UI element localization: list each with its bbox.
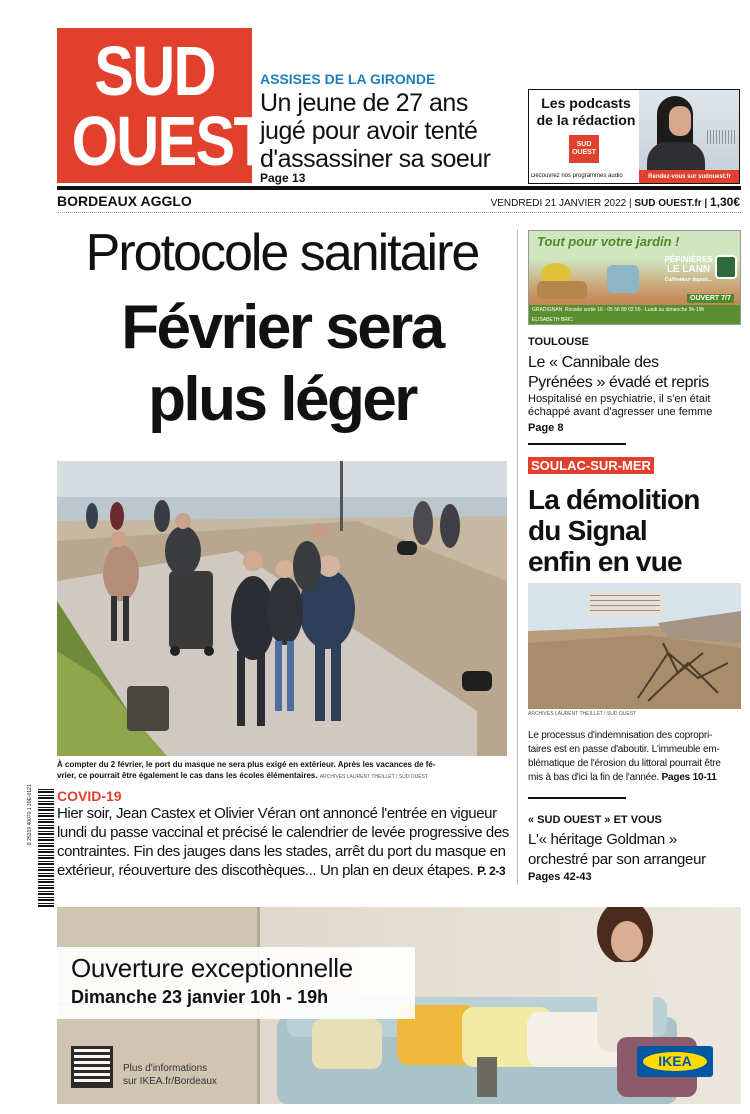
toulouse-headline-line: Pyrénées » évadé et repris (528, 374, 709, 391)
podcast-woman-body (647, 142, 705, 170)
covid-line: contraintes. Fin des jauges dans les stades, arrêt du port du masque en (57, 843, 506, 860)
main-headline-line: Février sera (121, 293, 443, 362)
flower-pots (537, 259, 647, 301)
ikea-info-line: sur IKEA.fr/Bordeaux (123, 1076, 217, 1087)
toulouse-rubric: TOULOUSE (528, 336, 589, 348)
ikea-subtitle: Dimanche 23 janvier 10h - 19h (71, 987, 329, 1007)
toulouse-page: Page 8 (528, 422, 564, 434)
podcast-footer-right[interactable]: Rendez-vous sur sudouest.fr (639, 170, 740, 184)
barcode (38, 789, 54, 907)
signal-photo (528, 583, 741, 709)
main-headline[interactable] (57, 292, 507, 436)
basket-icon (537, 281, 587, 299)
soulac-body (528, 729, 743, 785)
lead-rubric: ASSISES DE LA GIRONDE (260, 71, 436, 87)
lead-headline-line: Un jeune de 27 ans (260, 89, 468, 117)
soulac-headline-line: du Signal (528, 515, 647, 546)
toulouse-headline-line: Le « Cannibale des (528, 354, 659, 371)
podcast-mini-logo (569, 135, 599, 163)
ikea-info-line: Plus d'informations (123, 1063, 208, 1074)
garden-footer-address: Rocade sortie 16 - 05 56 89 02 56 - Lundi au dimanche 9h-19h (565, 307, 705, 313)
caption-line-2: vrier, ce pourrait être également le cas dans les écoles élémentaires. (57, 771, 318, 780)
podcast-logo-line: SUD (576, 141, 592, 148)
goldman-rubric: « SUD OUEST » ET VOUS (528, 814, 662, 826)
ikea-logo (637, 1046, 713, 1077)
soulac-body-line: Le processus d'indemnisation des copropri- (528, 730, 713, 741)
ikea-ad[interactable] (57, 907, 741, 1104)
podcast-title-line: Les podcasts (541, 95, 631, 111)
toulouse-summary-line: échappé avant d'agresser une femme (528, 406, 713, 418)
covid-body[interactable] (57, 804, 507, 881)
qr-code-icon[interactable] (71, 1046, 113, 1088)
main-headline-line: plus léger (148, 365, 416, 434)
podcast-title-line: de la rédaction (536, 112, 636, 128)
covid-line (57, 861, 507, 881)
lead-headline-line: jugé pour avoir tenté (260, 117, 478, 145)
covid-line: Hier soir, Jean Castex et Olivier Véran ont annoncé l'entrée en vigueur (57, 805, 497, 822)
barcode-text: 8 25319 40070 1 30E-0121 (27, 784, 33, 845)
garden-footer-city: GRADIGNAN (532, 307, 563, 313)
soulac-body-line: blématique de l'érosion du littoral pourrait être (528, 758, 721, 769)
photo-credit: ARCHIVES LAURENT THEILLET / SUD OUEST (319, 774, 428, 780)
soulac-headline[interactable] (528, 484, 743, 577)
edition-section: BORDEAUX AGGLO (57, 193, 192, 209)
soulac-body-line (528, 771, 743, 785)
signal-credit: ARCHIVES LAURENT THEILLET / SUD OUEST (528, 711, 637, 717)
toulouse-divider (528, 443, 626, 445)
garden-brand-line-2: LE LANN (666, 264, 711, 275)
podcast-logo-line: OUEST (571, 149, 597, 156)
garden-ad-title: Tout pour votre jardin ! (537, 234, 680, 249)
soundwave-icon (707, 130, 735, 144)
logo-line-1: SUD (94, 32, 215, 110)
toulouse-headline[interactable] (528, 353, 743, 393)
edition-brand: SUD OUEST.fr | (634, 198, 708, 209)
covid-line: lundi du passe vaccinal et précisé le calendrier de levée progressive des (57, 824, 509, 841)
garden-brand-line-1: PÉPINIÈRES (664, 255, 713, 264)
garden-ad[interactable] (528, 230, 741, 325)
edition-dotted-rule (57, 212, 741, 213)
main-kicker: Protocole sanitaire (85, 224, 479, 282)
toulouse-summary-line: Hospitalisé en psychiatrie, il s'en était (528, 393, 711, 405)
ikea-title: Ouverture exceptionnelle (71, 953, 353, 983)
signal-scene (528, 583, 741, 709)
lead-page: Page 13 (260, 171, 306, 185)
podcast-promo[interactable] (528, 89, 740, 184)
soulac-rubric: SOULAC-SUR-MER (528, 457, 654, 474)
garden-badge-icon (715, 255, 737, 279)
goldman-headline-line: L'« héritage Goldman » (528, 831, 677, 848)
sud-ouest-logo (57, 28, 269, 183)
ikea-info[interactable] (123, 1062, 217, 1088)
soulac-body-line-4: mis à bas d'ici la fin de l'année. (528, 772, 659, 783)
caption-line (57, 770, 507, 783)
garden-brand (661, 255, 716, 285)
edition-top-rule (57, 186, 741, 190)
lead-headline-line: d'assassiner sa soeur (260, 145, 491, 173)
soulac-headline-line: La démolition (528, 484, 700, 515)
podcast-woman-face (669, 106, 691, 136)
covid-line-4: extérieur, réouverture des discothèques... Un plan en deux étapes. (57, 862, 474, 879)
soulac-headline-line: enfin en vue (528, 546, 682, 577)
edition-date: VENDREDI 21 JANVIER 2022 | (490, 198, 632, 209)
garden-footer (529, 305, 741, 325)
garden-footer-extra: ELISABETH BRIC (532, 317, 573, 323)
goldman-headline[interactable] (528, 830, 743, 870)
soulac-pages: Pages 10-11 (661, 772, 717, 783)
goldman-headline-line: orchestré par son arrangeur (528, 851, 706, 868)
goldman-divider (528, 797, 626, 799)
goldman-pages: Pages 42-43 (528, 871, 592, 883)
logo-line-2: OUEST (71, 102, 269, 180)
edition-info (491, 195, 740, 209)
column-separator (517, 230, 518, 885)
promenade-scene (57, 461, 507, 756)
podcast-footer-left: Découvrez nos programmes audio (531, 173, 623, 179)
lead-headline[interactable] (260, 89, 491, 173)
podcast-photo (639, 90, 740, 170)
ikea-headline-box (57, 947, 415, 1019)
soulac-body-line: taires est en passe d'aboutir. L'immeuble em- (528, 744, 720, 755)
covid-pages: P. 2-3 (477, 864, 506, 878)
toulouse-summary (528, 393, 743, 419)
caption-line: À compter du 2 février, le port du masque ne sera plus exigé en extérieur. Après les vacances de fé- (57, 760, 436, 769)
garden-hours: OUVERT 7/7 (687, 294, 734, 303)
main-caption (57, 759, 507, 783)
ikea-logo-text: IKEA (658, 1053, 692, 1069)
watering-can-icon (607, 265, 639, 293)
main-photo (57, 461, 507, 756)
covid-rubric: COVID-19 (57, 788, 122, 804)
garden-tagline: Cultivateur depuis... (664, 277, 713, 283)
edition-price: 1,30€ (709, 195, 740, 209)
podcast-title (533, 95, 639, 129)
